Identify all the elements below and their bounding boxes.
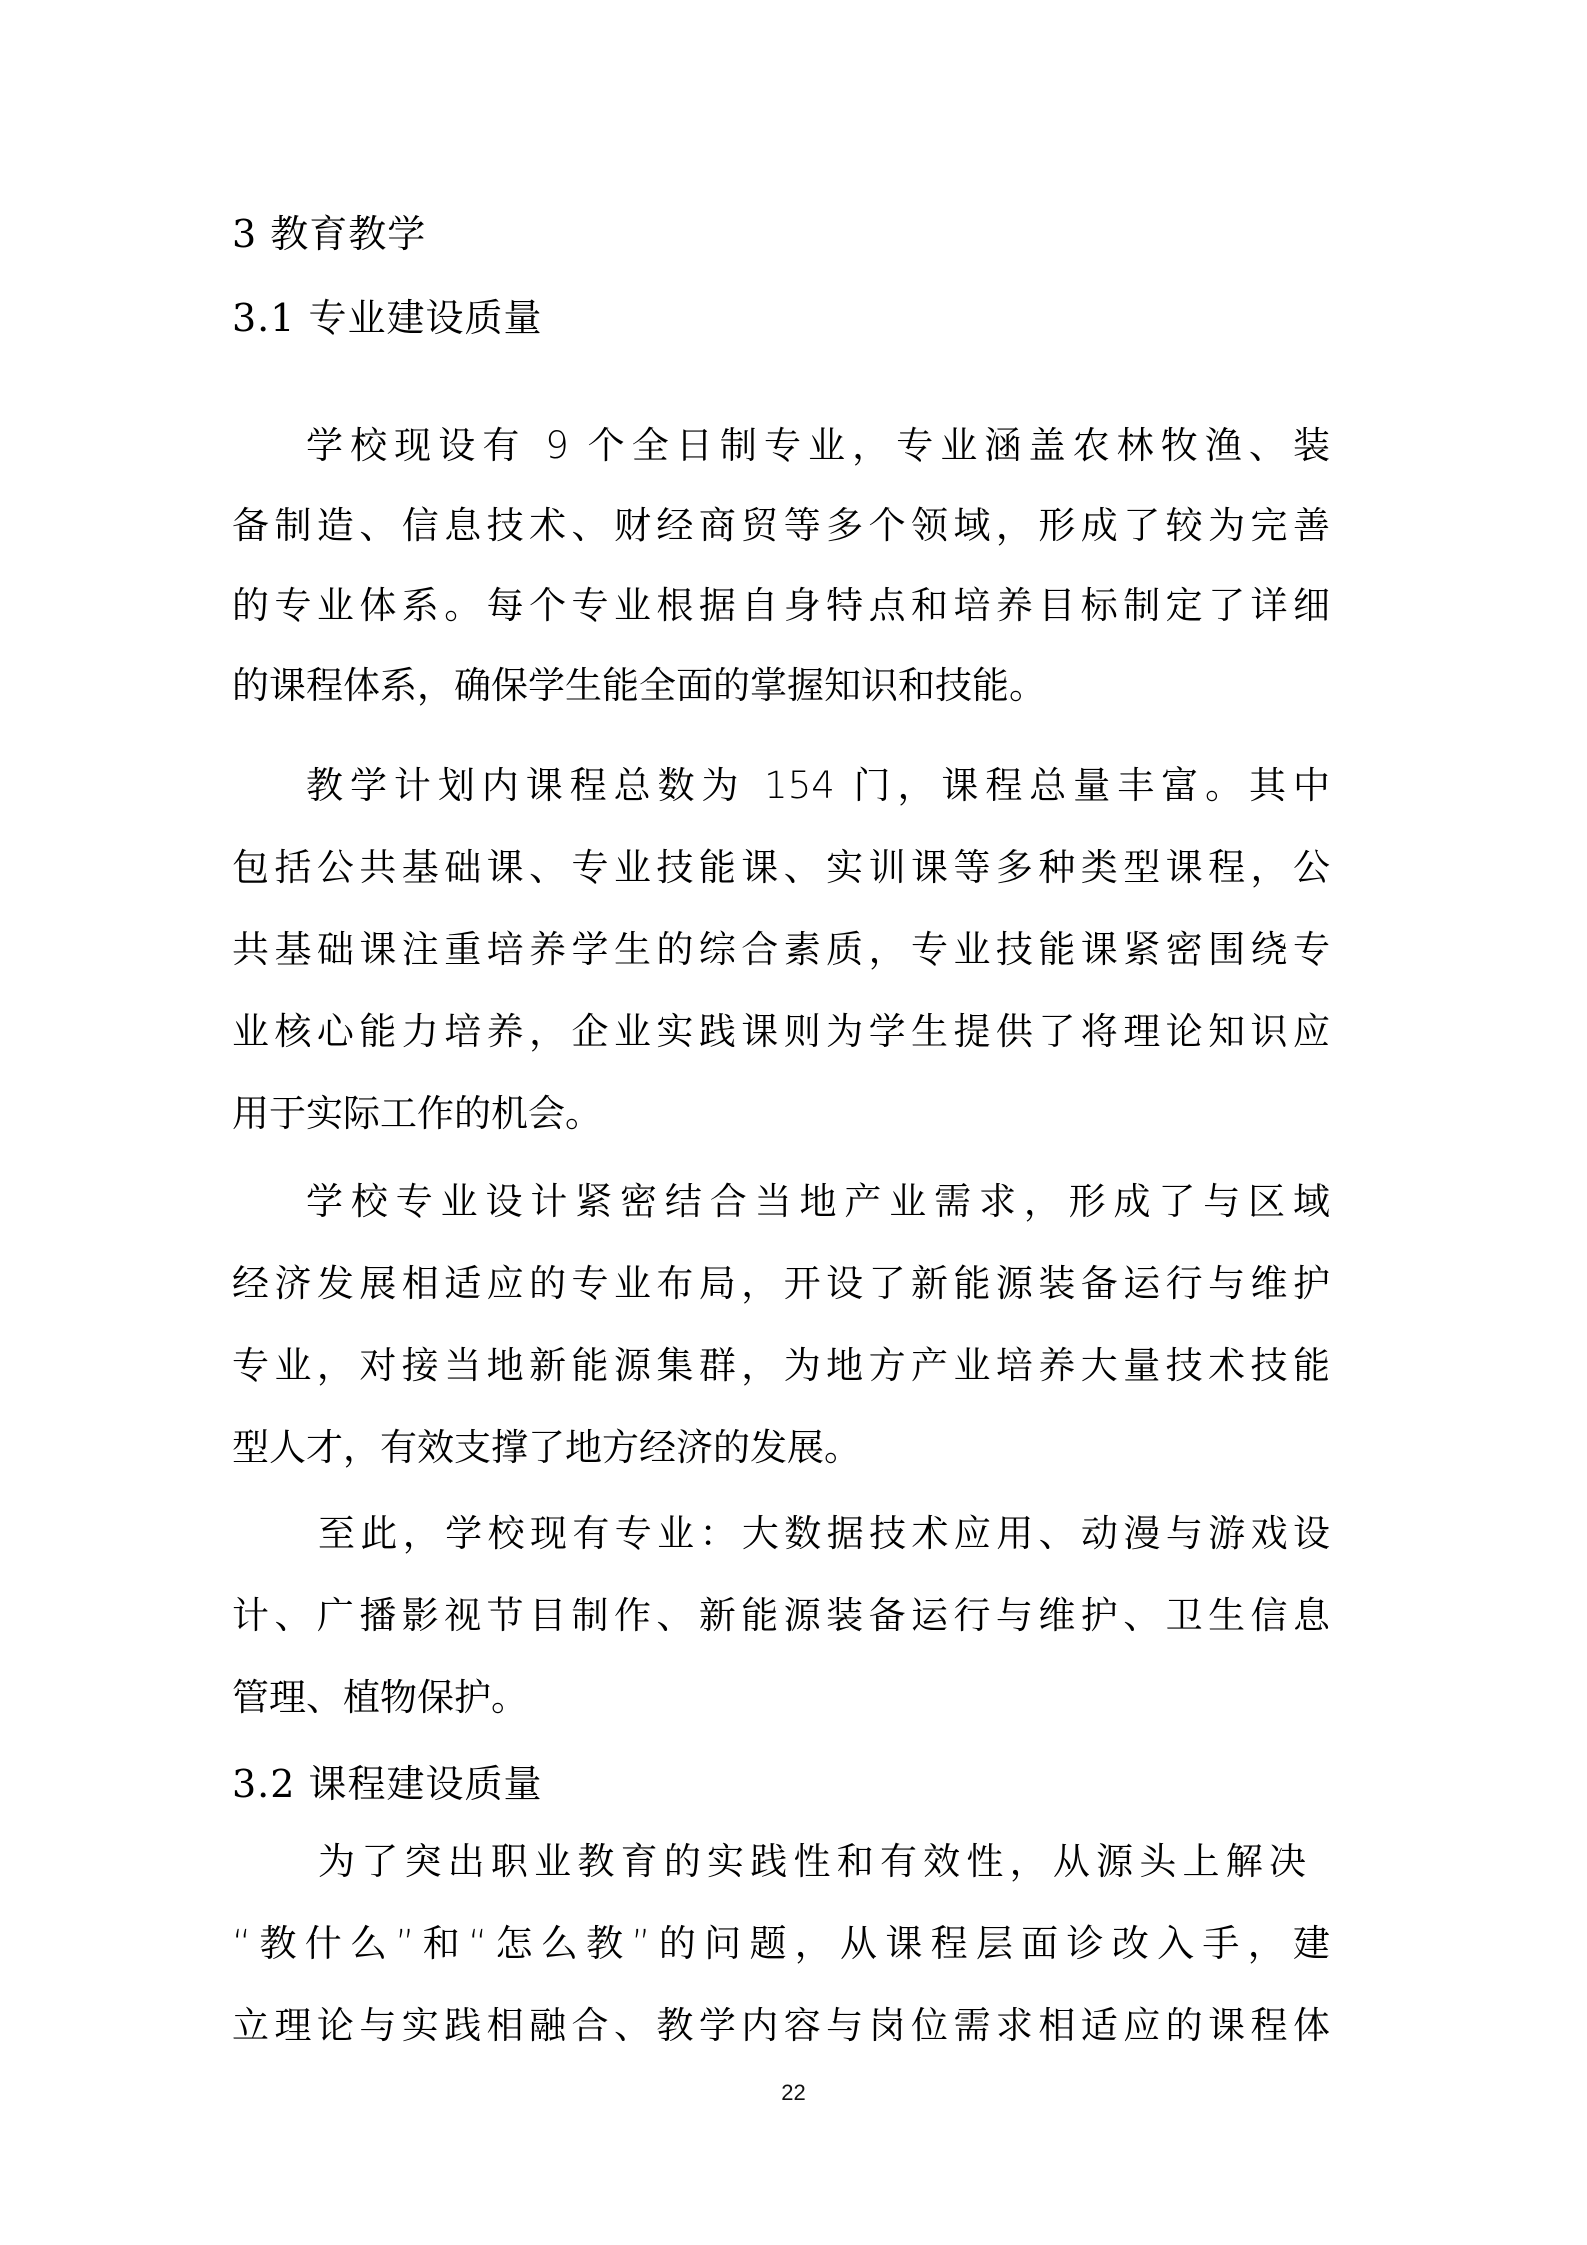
paragraph-line: 学校现设有 9 个全日制专业，专业涵盖农林牧渔、装 — [306, 424, 1330, 467]
paragraph-line: 至此，学校现有专业：大数据技术应用、动漫与游戏设 — [318, 1512, 1330, 1555]
paragraph-line: 业核心能力培养，企业实践课则为学生提供了将理论知识应 — [232, 1010, 1330, 1053]
paragraph-line: 教学计划内课程总数为 154 门，课程总量丰富。其中 — [306, 764, 1330, 807]
paragraph-line: 为了突出职业教育的实践性和有效性，从源头上解决 — [318, 1840, 1306, 1883]
paragraph-line: 学校专业设计紧密结合当地产业需求，形成了与区域 — [306, 1180, 1330, 1223]
paragraph-line: 备制造、信息技术、财经商贸等多个领域，形成了较为完善 — [232, 504, 1330, 547]
paragraph-line: 用于实际工作的机会。 — [232, 1092, 602, 1135]
paragraph-line: 的课程体系，确保学生能全面的掌握知识和技能。 — [232, 664, 1046, 707]
paragraph-line: 共基础课注重培养学生的综合素质，专业技能课紧密围绕专 — [232, 928, 1330, 971]
paragraph-line: 立理论与实践相融合、教学内容与岗位需求相适应的课程体 — [232, 2004, 1330, 2047]
paragraph-line: 包括公共基础课、专业技能课、实训课等多种类型课程，公 — [232, 846, 1330, 889]
paragraph-line: 计、广播影视节目制作、新能源装备运行与维护、卫生信息 — [232, 1594, 1330, 1637]
paragraph-line: “教什么”和“怎么教”的问题，从课程层面诊改入手，建 — [232, 1922, 1330, 1965]
paragraph-line: 专业，对接当地新能源集群，为地方产业培养大量技术技能 — [232, 1344, 1330, 1387]
chapter-heading: 3 教育教学 — [232, 212, 427, 256]
page-number: 22 — [781, 2080, 806, 2105]
section-heading-3-1: 3.1 专业建设质量 — [232, 296, 543, 340]
paragraph-line: 管理、植物保护。 — [232, 1676, 528, 1719]
paragraph-line: 的专业体系。每个专业根据自身特点和培养目标制定了详细 — [232, 584, 1330, 627]
section-heading-3-2: 3.2 课程建设质量 — [232, 1762, 543, 1806]
paragraph-line: 经济发展相适应的专业布局，开设了新能源装备运行与维护 — [232, 1262, 1330, 1305]
paragraph-line: 型人才，有效支撑了地方经济的发展。 — [232, 1426, 861, 1469]
